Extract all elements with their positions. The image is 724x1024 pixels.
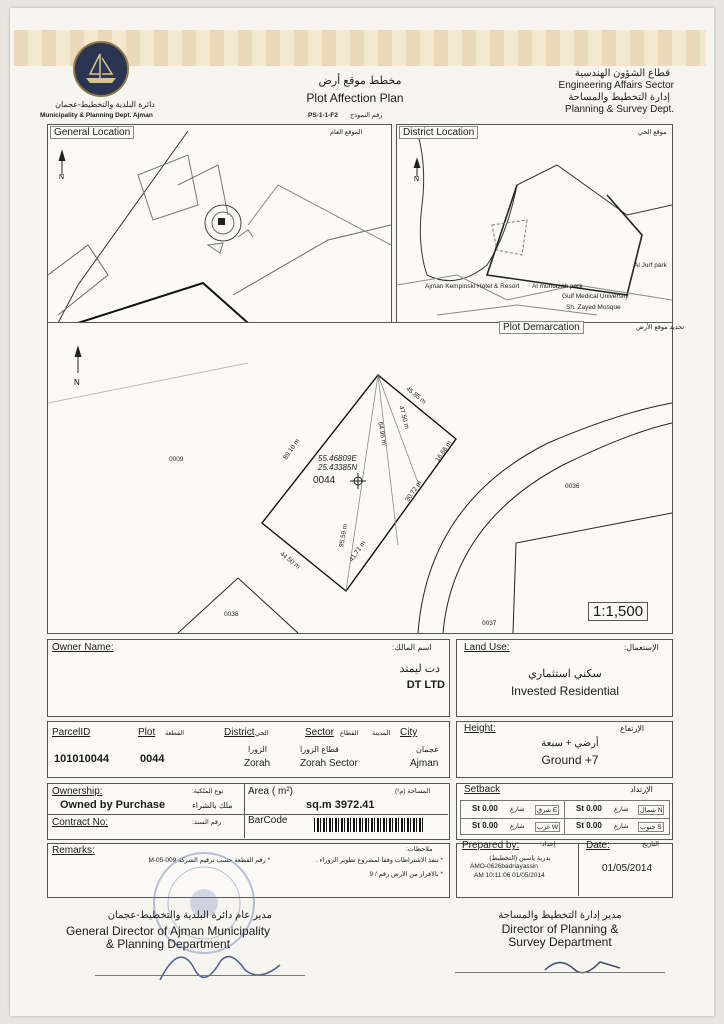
left-signatory-en-2: & Planning Department (105, 937, 231, 951)
district-location-label-ar: موقع الحي (638, 129, 667, 136)
place-kempinski: Ajman Kempinski Hotel & Resort (425, 283, 520, 290)
map-scale: 1:1,500 (588, 602, 648, 621)
prepared-name-ar: بدرية ياسين (التخطيط) (489, 855, 551, 862)
dim-1: 45.85 m (404, 385, 428, 406)
city-label: City (400, 727, 418, 738)
plot-demarcation-label-ar: تحديد موقع الأرض (636, 324, 685, 331)
ownership-value-ar: ملك بالشراء (192, 801, 233, 810)
prepared-stamp: AM 10:11:06 01/05/2014 (474, 872, 545, 879)
neighbor-0036: 0036 (565, 483, 580, 490)
setback-label: Setback (464, 784, 501, 795)
setback-north-ar: شارع (614, 806, 629, 813)
setback-south-value: St 0.00 (576, 821, 602, 830)
area-label: Area ( m²) (248, 786, 293, 797)
sector-en-2: Planning & Survey Dept. (565, 104, 674, 115)
plot-label: Plot (138, 727, 156, 738)
prepared-by-label: Prepared by: (462, 840, 520, 851)
right-signature-line (455, 972, 665, 973)
dhow-logo (72, 40, 130, 98)
district-value-ar: الزورا (248, 745, 268, 754)
place-muntazah: Al muntazah park (532, 283, 583, 290)
setback-west-value: St 0.00 (472, 821, 498, 830)
height-value-en: Ground +7 (541, 753, 599, 767)
setback-east-dir: شرق E (537, 807, 558, 814)
owner-name-en: DT LTD (406, 679, 445, 691)
prepared-code: AMO-0626badriayassin (470, 863, 538, 870)
setback-divider (564, 800, 565, 834)
area-value: sq.m 3972.41 (306, 799, 375, 811)
left-signature-line (95, 975, 305, 976)
setback-north-value: St 0.00 (576, 804, 602, 813)
setback-south-ar: شارع (614, 823, 629, 830)
dim-6: 44.50 m (278, 550, 302, 571)
svg-text:N: N (414, 176, 420, 183)
owner-label: Owner Name: (52, 642, 114, 653)
dim-8: 64.96 m (376, 421, 388, 446)
plot-number: 0044 (313, 475, 336, 486)
sector-ar-2: إدارة التخطيط والمساحة (568, 92, 670, 103)
right-signatory-ar: مدير إدارة التخطيط والمساحة (498, 910, 622, 921)
setback-east-value: St 0.00 (472, 804, 498, 813)
height-value-ar: أرضي + سبعة (541, 738, 599, 749)
general-location-label: General Location (50, 126, 134, 139)
remarks-label: Remarks: (52, 845, 95, 856)
municipality-en: Municipality & Planning Dept. Ajman (40, 112, 153, 119)
svg-text:N: N (59, 174, 65, 181)
district-location-label: District Location (399, 126, 478, 139)
prepared-divider (578, 843, 579, 896)
height-label-ar: الإرتفاع (620, 724, 645, 733)
ownership-label: Ownership: (52, 786, 103, 797)
municipality-ar: دائرة البلدية والتخطيط-عجمان (55, 100, 155, 109)
dim-4: 30.72 m (404, 479, 424, 504)
dim-5: 41.71 m (348, 539, 368, 564)
left-signatory-ar: مدير عام دائرة البلدية والتخطيط-عجمان (107, 910, 272, 921)
city-value-ar: عجمان (416, 745, 439, 754)
sector-ar-1: قطاع الشؤون الهندسية (574, 68, 670, 79)
plot-northing: 25.43385N (318, 463, 358, 472)
sector-label-ar: القطاع (340, 730, 359, 737)
remarks-line-1b: * رقم القطعة حسب ترقيم الشركة M-05-009 (148, 857, 270, 864)
district-label-ar: الحي (255, 730, 269, 737)
city-label-ar: المدينة (372, 730, 391, 737)
form-code-ar: رقم النموذج (350, 112, 383, 119)
dim-3: 16.66 m (434, 439, 454, 464)
setback-south-dir: جنوب S (640, 824, 662, 831)
dim-2: 47.50 m (397, 405, 411, 430)
parcel-id-label: ParcelID (52, 727, 91, 738)
setback-north-dir: شمال N (640, 807, 663, 814)
plot-easting: 55.46809E (318, 454, 357, 463)
area-label-ar: المساحة (م²) (395, 788, 431, 795)
owner-label-ar: اسم المالك: (392, 643, 432, 652)
prepared-by-label-ar: إعداد: (540, 841, 556, 848)
title-en: Plot Affection Plan (306, 91, 404, 105)
contract-label-ar: رقم السند: (192, 819, 222, 826)
barcode-label: BarCode (248, 815, 288, 826)
district-value: Zorah (244, 758, 271, 769)
left-signatory-en-1: General Director of Ajman Municipality (65, 924, 271, 938)
date-label: Date: (586, 840, 610, 851)
place-jurf: Al Jurf park (634, 262, 667, 269)
land-use-label-ar: الإستعمال: (624, 643, 659, 652)
dim-7: 89.10 m (282, 437, 302, 462)
date-label-ar: التاريخ (642, 841, 659, 848)
district-location-map (396, 124, 673, 324)
ownership-divider (244, 783, 245, 838)
place-mosque: Sh. Zayed Mosque (566, 304, 621, 311)
ownership-value: Owned by Purchase (60, 799, 166, 811)
date-value: 01/05/2014 (602, 863, 653, 874)
neighbor-0038: 0038 (224, 611, 239, 618)
right-signatory-en-1: Director of Planning & (501, 922, 619, 936)
setback-west-dir: غرب W (537, 824, 559, 831)
svg-text:N: N (74, 378, 80, 387)
setback-east-ar: شارع (510, 806, 525, 813)
remarks-label-ar: ملاحظات: (406, 846, 433, 853)
sector-value-ar: قطاع الزورا (300, 745, 339, 754)
right-signatory-en-2: Survey Department (508, 935, 612, 949)
land-use-value-ar: سكني استثماري (528, 668, 602, 680)
title-ar: مخطط موقع أرض (318, 75, 402, 87)
general-location-map (47, 124, 392, 324)
contract-label: Contract No: (52, 817, 109, 828)
general-location-label-ar: الموقع العام (330, 129, 363, 136)
setback-west-ar: شارع (510, 823, 525, 830)
right-signature (540, 950, 630, 980)
sector-value: Zorah Sector (300, 758, 358, 769)
district-label: District (224, 727, 255, 738)
parcel-id-value: 101010044 (54, 753, 110, 765)
form-code: PS-1-1-F2 (308, 112, 338, 119)
setback-table (460, 800, 668, 834)
neighbor-0037: 0037 (482, 620, 497, 627)
land-use-label: Land Use: (464, 642, 510, 653)
barcode (314, 818, 424, 832)
remarks-line-1: * تنفذ الاشتراطات وفقا لمشروع تطوير الزوراء . (315, 857, 443, 864)
remarks-line-2: * بالافراز من الارض رقم / 9 (369, 871, 443, 878)
dim-9: 95.59 m (338, 523, 350, 548)
ownership-label-ar: نوع الملكية: (192, 788, 224, 795)
sector-label: Sector (305, 727, 334, 738)
plot-value: 0044 (140, 753, 165, 765)
plot-demarcation-label: Plot Demarcation (499, 321, 584, 334)
setback-label-ar: الإرتداد (630, 785, 653, 794)
owner-name-ar: دت ليمتد (399, 663, 440, 675)
sector-en-1: Engineering Affairs Sector (558, 80, 674, 91)
left-signature (150, 940, 300, 990)
plot-label-ar: القطعة (165, 730, 185, 737)
city-value: Ajman (410, 758, 439, 769)
neighbor-0009: 0009 (169, 456, 184, 463)
place-gmu: Gulf Medical University (562, 293, 629, 300)
land-use-value-en: Invested Residential (510, 684, 620, 698)
height-label: Height: (464, 723, 496, 734)
plot-demarcation-map (47, 322, 673, 634)
